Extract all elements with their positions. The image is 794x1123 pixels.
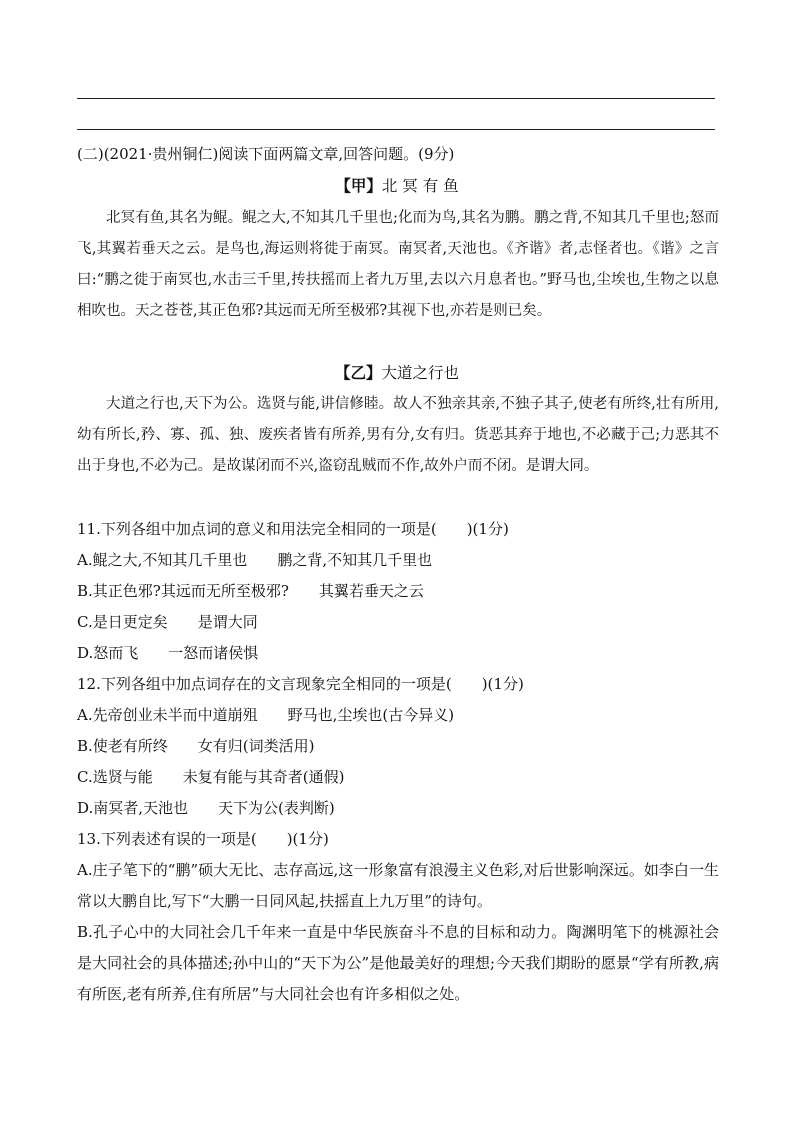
question-13-option-a: A.庄子笔下的“鹏”硕大无比、志存高远,这一形象富有浪漫主义色彩,对后世影响深远。如李白一生常以大鹏自比,写下“大鹏一日同风起,扶摇直上九万里”的诗句。 [77,861,719,910]
passage-a-title [0,176,794,196]
option-right: 其翼若垂天之云 [318,582,424,600]
option-right: 天下为公(表判断) [218,799,335,817]
question-12-option-d [77,798,335,818]
passage-a-title-text: 北 冥 有 鱼 [381,177,459,195]
question-11-option-d [77,643,258,663]
passage-b-text: 大道之行也,天下为公。选贤与能,讲信修睦。故人不独亲其亲,不独子其子,使老有所终,壮有所用,幼有所长,矜、寡、孤、独、废疾者皆有所养,男有分,女有归。货恶其弃于地也,不必藏于己;力恶其不出于身也,不必为己。是故谋闭而不兴,盗窃乱贼而不作,故外户而不闭。是谓大同。 [77,396,719,474]
section-header: (二)(2021·贵州铜仁)阅读下面两篇文章,回答问题。(9分) [77,145,455,163]
passage-a-title-bracket: 【甲】 [335,176,382,195]
passage-b-title-bracket: 【乙】 [334,363,382,382]
passage-b-title [0,363,794,383]
option-right: 未复有能与其奇者(通假) [182,768,345,786]
option-right: 野马也,尘埃也(古今异义) [287,706,455,724]
question-12-option-b [77,736,315,756]
option-left: C.选贤与能 [77,768,153,786]
option-left: D.南冥者,天池也 [77,799,189,817]
question-13-option-b: B.孔子心中的大同社会几千年来一直是中华民族奋斗不息的目标和动力。陶渊明笔下的桃源社会是大同社会的具体描述;孙中山的“天下为公”是他最美好的理想;今天我们期盼的愿景“学有所教,病有所医,老有所养,住有所居”与大同社会也有许多相似之处。 [77,923,719,1003]
passage-b-title-text: 大道之行也 [381,364,460,382]
option-left: A.鲲之大,不知其几千里也 [77,551,248,569]
option-left: C.是日更定矣 [77,613,168,631]
option-right: 鹏之背,不知其几千里也 [277,551,433,569]
option-right: 一怒而诸侯惧 [168,644,259,662]
question-12-stem: 12.下列各组中加点词存在的文言现象完全相同的一项是( )(1分) [77,675,524,693]
question-13-stem: 13.下列表述有误的一项是( )(1分) [77,830,329,848]
question-11-option-c [77,612,258,632]
passage-a-text: 北冥有鱼,其名为鲲。鲲之大,不知其几千里也;化而为鸟,其名为鹏。鹏之背,不知其几千里也;怒而飞,其翼若垂天之云。是鸟也,海运则将徙于南冥。南冥者,天池也。《齐谐》者,志怪者也。《谐》之言曰:“鹏之徙于南冥也,水击三千里,抟扶摇而上者九万里,去以六月息者也。”野马也,尘埃也,生物之以息相吹也。天之苍苍,其正色邪?其远而无所至极邪?其视下也,亦若是则已矣。 [77,210,719,319]
answer-line-2 [77,129,715,130]
option-right: 女有归(词类活用) [197,737,315,755]
question-12-option-a [77,705,454,725]
question-11-stem: 11.下列各组中加点词的意义和用法完全相同的一项是( )(1分) [77,520,509,538]
answer-line-1 [77,98,715,99]
question-11-option-b [77,581,424,601]
question-11-option-a [77,550,432,570]
option-left: B.使老有所终 [77,737,168,755]
option-left: D.怒而飞 [77,644,139,662]
option-left: B.其正色邪?其远而无所至极邪? [77,582,289,600]
option-left: A.先帝创业未半而中道崩殂 [77,706,258,724]
option-right: 是谓大同 [197,613,258,631]
question-12-option-c [77,767,344,787]
